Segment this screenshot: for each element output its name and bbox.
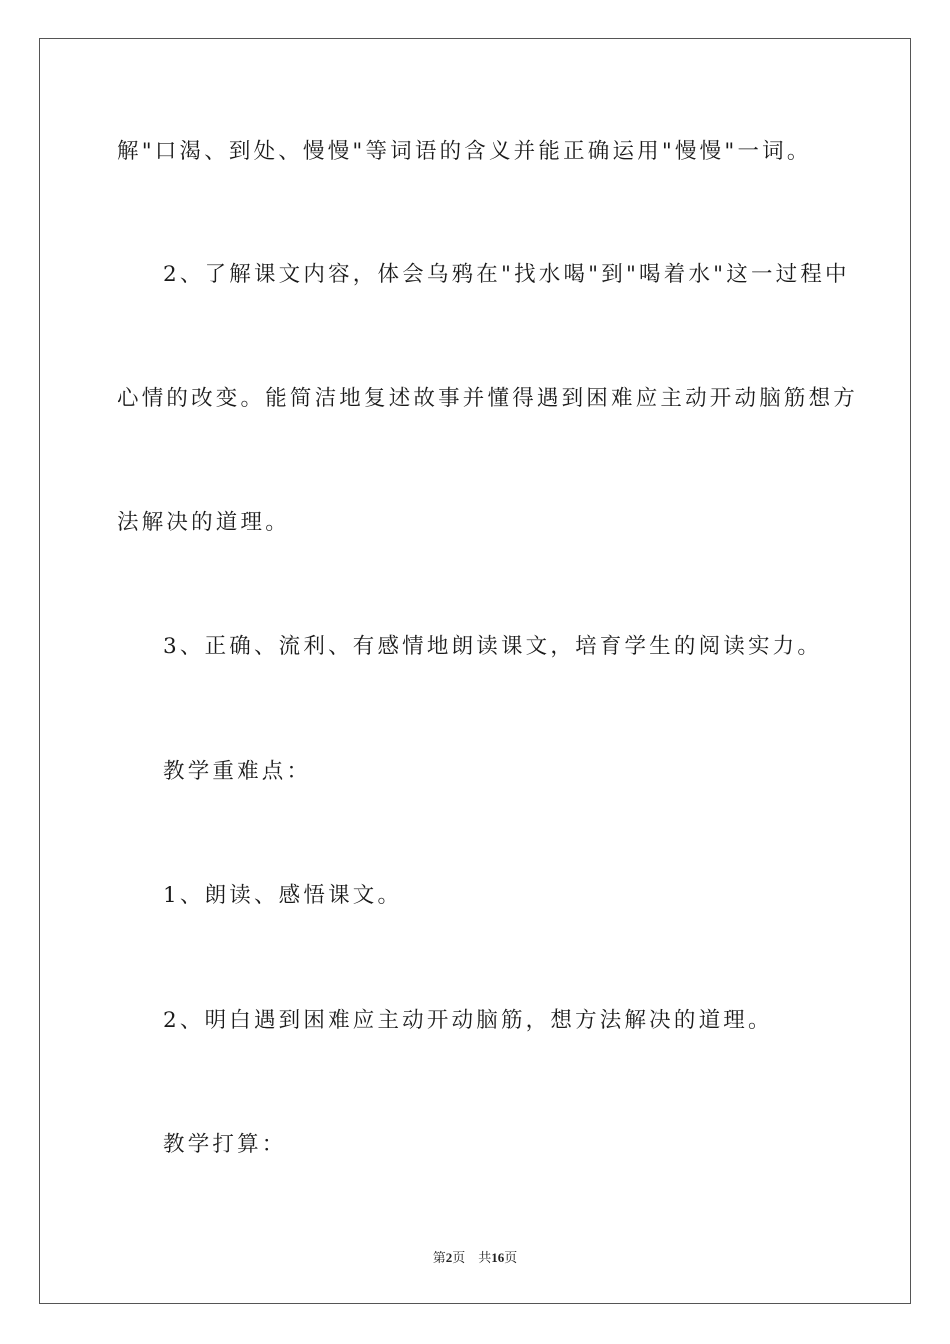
body-line-2: 2、了解课文内容，体会乌鸦在"找水喝"到"喝着水"这一过程中 <box>163 262 850 287</box>
body-line-3: 心情的改变。能简洁地复述故事并懂得遇到困难应主动开动脑筋想方 <box>117 386 859 411</box>
body-line-7: 1、朗读、感悟课文。 <box>163 883 403 908</box>
page-border <box>39 38 911 1304</box>
body-line-1: 解"口渴、到处、慢慢"等词语的含义并能正确运用"慢慢"一词。 <box>117 139 812 164</box>
page-footer <box>0 1247 950 1266</box>
footer-total-prefix: 共 <box>478 1250 492 1265</box>
section-heading-key-points: 教学重难点： <box>163 759 312 784</box>
footer-page-prefix: 第 <box>432 1250 446 1265</box>
section-heading-teaching-plan: 教学打算： <box>163 1132 287 1157</box>
footer-page-suffix: 页 <box>452 1250 466 1265</box>
body-line-8: 2、明白遇到困难应主动开动脑筋，想方法解决的道理。 <box>163 1008 773 1033</box>
footer-total-pages: 16 <box>491 1250 505 1265</box>
body-line-4: 法解决的道理。 <box>117 510 290 535</box>
footer-total-suffix: 页 <box>504 1250 518 1265</box>
body-line-5: 3、正确、流利、有感情地朗读课文，培育学生的阅读实力。 <box>163 634 823 659</box>
footer-page-number: 2 <box>445 1250 453 1265</box>
